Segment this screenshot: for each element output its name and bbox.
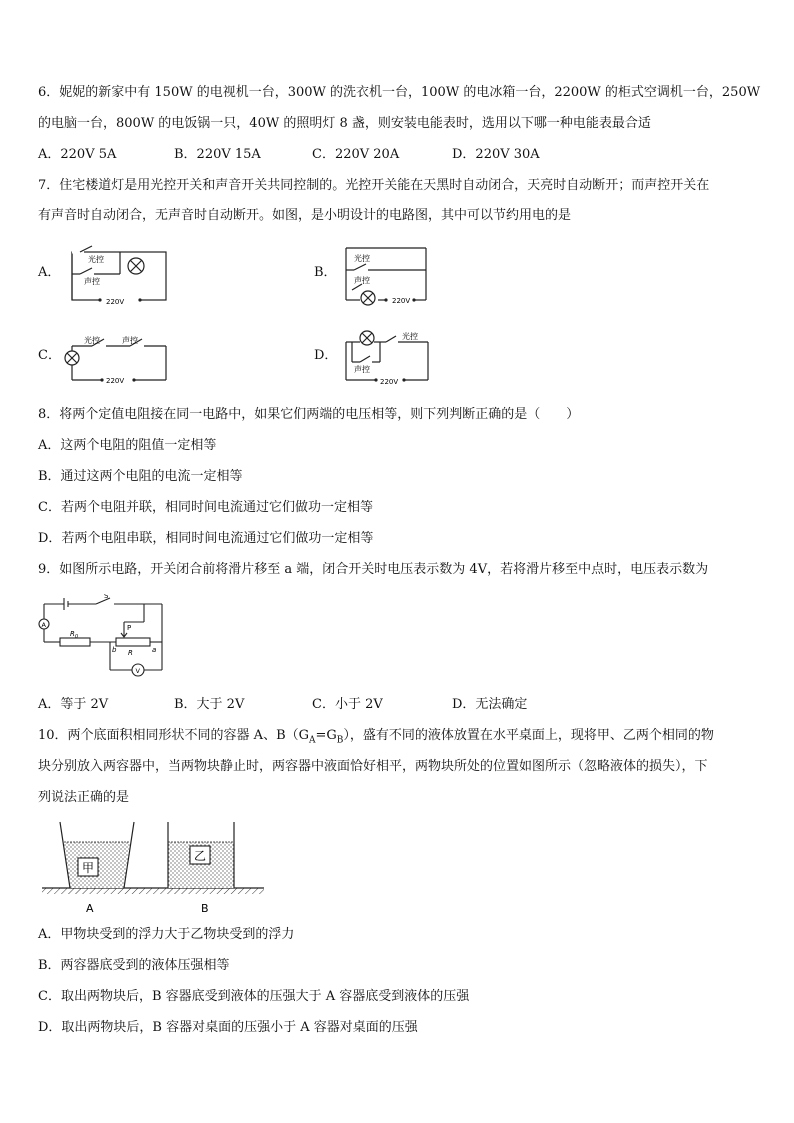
q6-option-c[interactable]: C．220V 20A: [312, 147, 400, 162]
ammeter-icon: A: [41, 621, 46, 629]
q9-stem: 9．如图所示电路，开关闭合前将滑片移至 a 端，闭合开关时电压表示数为 4V，若将滑片移至中点时，电压表示数为: [38, 562, 709, 577]
q7d-light-switch-label: 光控: [402, 332, 418, 341]
q7-circuit-d[interactable]: [338, 326, 434, 392]
q10-stem-line2: 块分别放入两容器中，当两物块静止时，两容器中液面恰好相平，两物块所处的位置如图所示（忽略液体的损失），下: [38, 759, 708, 774]
q7c-voltage-label: 220V: [106, 377, 125, 385]
q7c-light-switch-label: 光控: [84, 336, 100, 345]
q7-stem-line1: 7．住宅楼道灯是用光控开关和声音开关共同控制的。光控开关能在天黑时自动闭合，天亮时自动断开；而声控开关在: [38, 178, 710, 193]
q8-stem: 8．将两个定值电阻接在同一电路中，如果它们两端的电压相等，则下列判断正确的是（ ）: [38, 407, 580, 422]
q6-option-b[interactable]: B．220V 15A: [174, 147, 261, 162]
q9-slider-label: P: [127, 624, 132, 632]
q9-switch-label: S: [104, 594, 109, 600]
q9-end-a-label: a: [152, 646, 157, 654]
q7a-light-switch-label: 光控: [88, 255, 104, 264]
q10-option-c[interactable]: C．取出两物块后，B 容器底受到液体的压强大于 A 容器底受到液体的压强: [38, 989, 470, 1004]
q6-stem-line2: 的电脑一台，800W 的电饭锅一只，40W 的照明灯 8 盏，则安装电能表时，选用以下哪一种电能表最合适: [38, 116, 651, 131]
q7d-voltage-label: 220V: [380, 378, 399, 386]
q10-option-b[interactable]: B．两容器底受到的液体压强相等: [38, 958, 230, 973]
q7-option-d-label[interactable]: D．: [314, 348, 338, 363]
q9-end-b-label: b: [112, 646, 117, 654]
q9-option-b[interactable]: B．大于 2V: [174, 697, 245, 712]
q7a-voltage-label: 220V: [106, 298, 125, 306]
q7a-sound-switch-label: 声控: [84, 277, 100, 286]
q9-rheostat-label: R: [128, 649, 133, 657]
q7-circuit-c[interactable]: [62, 330, 174, 390]
q7b-sound-switch-label: 声控: [354, 276, 370, 285]
q10-container-b-label: B: [201, 902, 209, 915]
q8-option-d[interactable]: D．若两个电阻串联，相同时间电流通过它们做功一定相等: [38, 531, 374, 546]
q10-option-d[interactable]: D．取出两物块后，B 容器对桌面的压强小于 A 容器对桌面的压强: [38, 1020, 418, 1035]
q7-option-a-label[interactable]: A．: [38, 265, 61, 280]
q7d-sound-switch-label: 声控: [354, 365, 370, 374]
q10-block-jia: 甲: [82, 861, 95, 875]
q7b-voltage-label: 220V: [392, 297, 411, 305]
q9-resistor0-label: $R_0$: [70, 630, 79, 640]
q6-stem-line1: 6．妮妮的新家中有 150W 的电视机一台，300W 的洗衣机一台，100W 的电冰箱一台，2200W 的柜式空调机一台，250W: [38, 85, 761, 100]
q9-option-c[interactable]: C．小于 2V: [312, 697, 383, 712]
q10-stem-line3: 列说法正确的是: [38, 790, 130, 805]
q7-option-b-label[interactable]: B．: [314, 265, 337, 280]
q10-container-a-label: A: [86, 902, 94, 915]
q8-option-b[interactable]: B．通过这两个电阻的电流一定相等: [38, 469, 243, 484]
q7-circuit-b[interactable]: [340, 242, 432, 310]
q7-option-c-label[interactable]: C．: [38, 348, 61, 363]
q6-option-d[interactable]: D．220V 30A: [452, 147, 540, 162]
q9-option-d[interactable]: D．无法确定: [452, 697, 528, 712]
q7c-sound-switch-label: 声控: [122, 336, 138, 345]
q7-stem-line2: 有声音时自动闭合，无声音时自动断开。如图，是小明设计的电路图，其中可以节约用电的是: [38, 208, 572, 223]
q9-option-a[interactable]: A．等于 2V: [38, 697, 109, 712]
q9-circuit-figure: [36, 594, 172, 684]
q6-option-a[interactable]: A．220V 5A: [38, 147, 117, 162]
voltmeter-icon: V: [135, 667, 140, 675]
q10-option-a[interactable]: A．甲物块受到的浮力大于乙物块受到的浮力: [38, 927, 295, 942]
q10-block-yi: 乙: [194, 849, 207, 863]
q7b-light-switch-label: 光控: [354, 254, 370, 263]
q8-option-a[interactable]: A．这两个电阻的阻值一定相等: [38, 438, 217, 453]
q10-stem-line1: 10．两个底面积相同形状不同的容器 A、$B(G_A=G_B)$，盛有不同的液体放置在水平桌面上，现将甲、乙两个相同的物: [38, 728, 714, 746]
q10-containers-figure: [38, 818, 268, 918]
q7-circuit-a[interactable]: [66, 244, 170, 306]
q8-option-c[interactable]: C．若两个电阻并联，相同时间电流通过它们做功一定相等: [38, 500, 373, 515]
